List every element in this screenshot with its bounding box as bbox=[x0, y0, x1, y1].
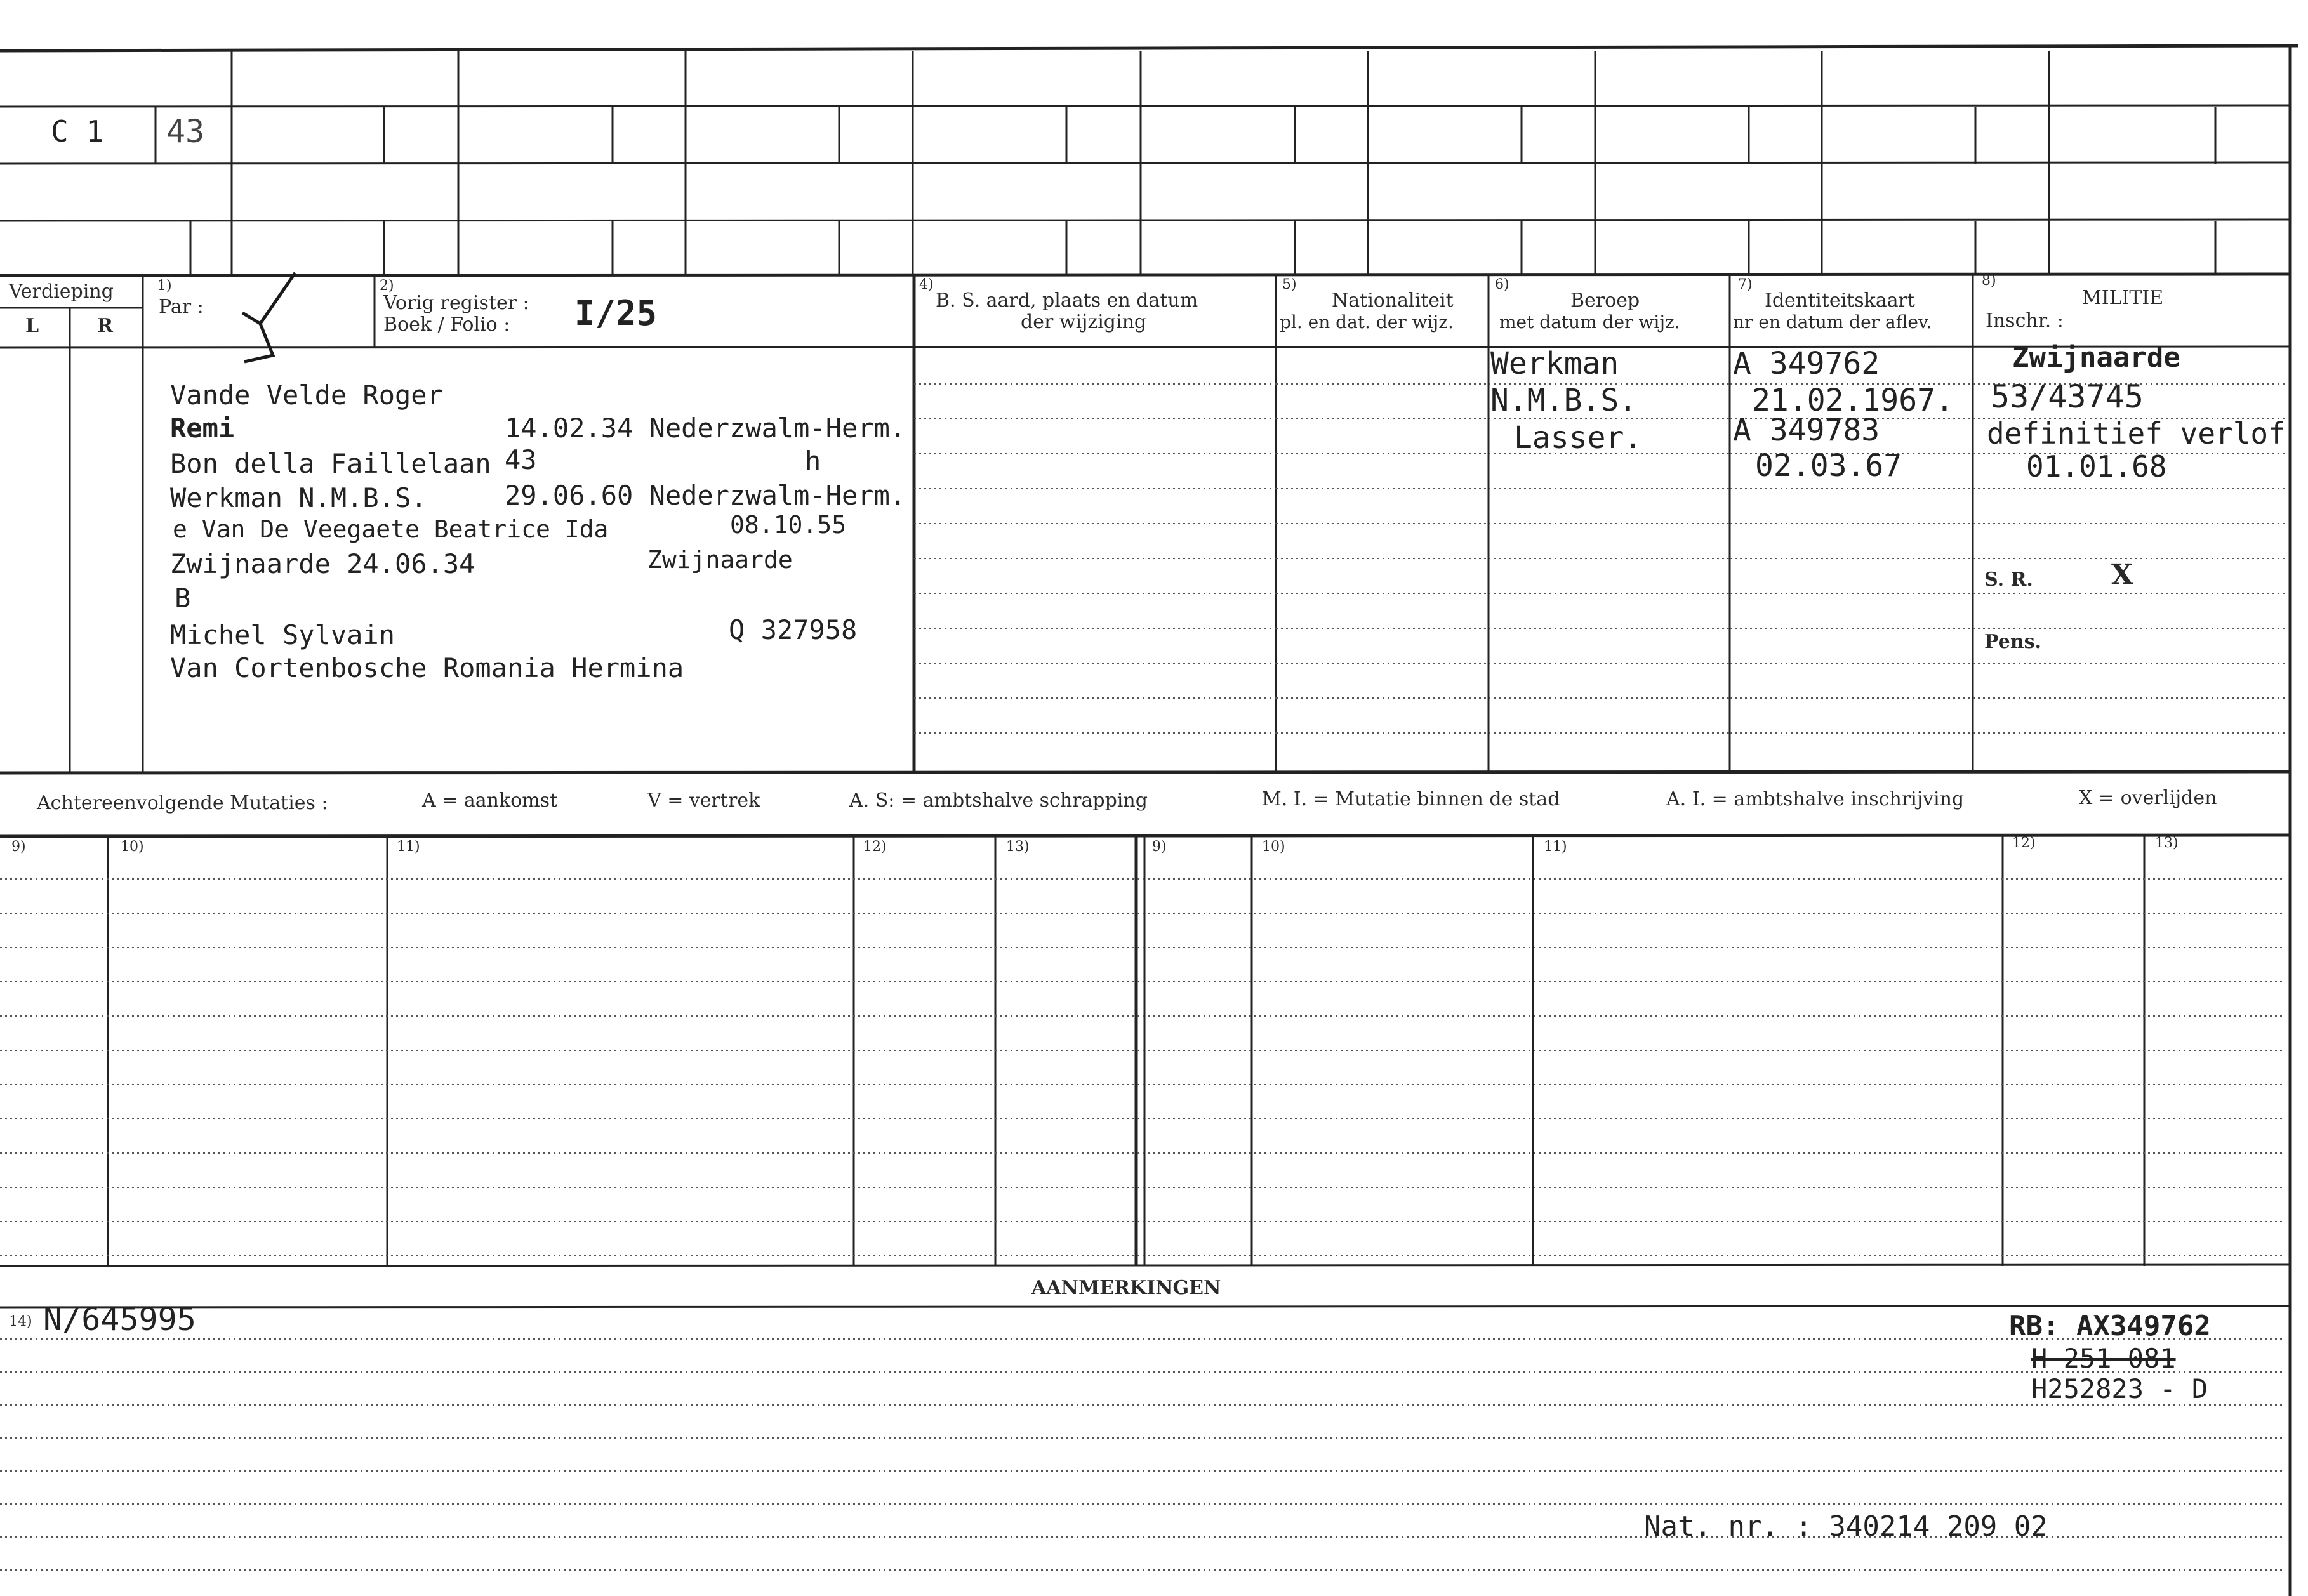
mut-col-10: 10) bbox=[121, 839, 144, 855]
top-code: C 1 bbox=[51, 114, 104, 148]
h7-num: 7) bbox=[1738, 277, 1753, 293]
h4-num: 4) bbox=[919, 277, 934, 293]
militie-number: 53/43745 bbox=[1991, 378, 2144, 415]
mut-col-13b: 13) bbox=[2155, 835, 2179, 851]
mut-col-13: 13) bbox=[1006, 839, 1030, 855]
marriage-date-place: 29.06.60 Nederzwalm-Herm. bbox=[505, 480, 906, 511]
mut-col-10b: 10) bbox=[1262, 839, 1285, 855]
beroep-header-2: met datum der wijz. bbox=[1499, 312, 1680, 333]
spouse-town: Zwijnaarde bbox=[647, 546, 793, 574]
sr-value: X bbox=[2111, 558, 2133, 591]
address-suffix: h bbox=[805, 445, 821, 477]
id-card-1: A 349762 bbox=[1733, 346, 1880, 381]
h8-num: 8) bbox=[1982, 273, 1996, 289]
person-second-name: Remi bbox=[170, 412, 235, 444]
militie-header: MILITIE bbox=[2082, 287, 2164, 309]
beroep-3: Lasser. bbox=[1514, 420, 1643, 456]
legend-overlijden: X = overlijden bbox=[2079, 787, 2217, 809]
sr-label: S. R. bbox=[1984, 569, 2033, 591]
par-checkmark bbox=[235, 270, 305, 365]
person-name: Vande Velde Roger bbox=[170, 379, 443, 411]
mut-col-11: 11) bbox=[397, 839, 420, 855]
col-l-header: L bbox=[25, 315, 39, 337]
id-date-1: 21.02.1967. bbox=[1752, 383, 1954, 418]
militie-place: Zwijnaarde bbox=[2012, 341, 2180, 374]
legend-mutatie-stad: M. I. = Mutatie binnen de stad bbox=[1262, 788, 1560, 810]
remark-code: N/645995 bbox=[43, 1301, 196, 1338]
id-date-2: 02.03.67 bbox=[1755, 448, 1902, 484]
legend-vertrek: V = vertrek bbox=[647, 789, 760, 812]
bs-header-2: der wijziging bbox=[1021, 311, 1147, 333]
mut-col-11b: 11) bbox=[1544, 839, 1567, 855]
militie-date: 01.01.68 bbox=[2026, 449, 2167, 484]
spouse: e Van De Veegaete Beatrice Ida bbox=[173, 515, 609, 543]
rb-number: RB: AX349762 bbox=[2009, 1310, 2211, 1342]
h6-num: 6) bbox=[1495, 277, 1509, 293]
nationaliteit-header-2: pl. en dat. der wijz. bbox=[1280, 312, 1454, 333]
mut-col-9b: 9) bbox=[1152, 839, 1167, 855]
vorig-register-label: Vorig register : bbox=[383, 292, 529, 314]
national-number: Nat. nr. : 340214 209 02 bbox=[1644, 1510, 2048, 1543]
verdieping-header: Verdieping bbox=[9, 280, 114, 303]
h5-num: 5) bbox=[1282, 277, 1297, 293]
bs-header-1: B. S. aard, plaats en datum bbox=[936, 289, 1198, 312]
aanmerkingen-title: AANMERKINGEN bbox=[1031, 1277, 1221, 1299]
father-name: Michel Sylvain bbox=[170, 619, 395, 650]
h-number-old: H 251 081 bbox=[2031, 1343, 2176, 1374]
inschr-label: Inschr. : bbox=[1986, 310, 2064, 332]
mut-col-12b: 12) bbox=[2012, 835, 2036, 851]
h2-num: 2) bbox=[380, 278, 394, 294]
profession: Werkman N.M.B.S. bbox=[170, 482, 427, 513]
beroep-2: N.M.B.S. bbox=[1490, 383, 1638, 418]
birth-date-place: 14.02.34 Nederzwalm-Herm. bbox=[505, 412, 906, 444]
beroep-header-1: Beroep bbox=[1570, 289, 1640, 312]
address-number: 43 bbox=[505, 444, 537, 475]
top-number: 43 bbox=[166, 113, 205, 150]
address-street: Bon della Faillelaan bbox=[170, 448, 491, 479]
vorig-register-value: I/25 bbox=[574, 293, 658, 333]
identiteit-header-1: Identiteitskaart bbox=[1765, 289, 1915, 312]
mutaties-title: Achtereenvolgende Mutaties : bbox=[37, 792, 328, 814]
card-reference: Q 327958 bbox=[729, 614, 858, 645]
spouse-birth: Zwijnaarde 24.06.34 bbox=[170, 548, 475, 579]
id-card-2: A 349783 bbox=[1733, 412, 1880, 448]
aanmerkingen-num: 14) bbox=[9, 1314, 32, 1329]
h1-num: 1) bbox=[157, 278, 172, 294]
legend-inschrijving: A. I. = ambtshalve inschrijving bbox=[1666, 788, 1965, 810]
pens-label: Pens. bbox=[1984, 631, 2041, 653]
mut-col-9: 9) bbox=[11, 839, 26, 855]
boek-folio-label: Boek / Folio : bbox=[383, 313, 510, 336]
h-number-new: H252823 - D bbox=[2031, 1373, 2208, 1404]
beroep-1: Werkman bbox=[1490, 346, 1619, 381]
col-r-header: R bbox=[97, 315, 113, 337]
nationaliteit-header-1: Nationaliteit bbox=[1332, 289, 1454, 312]
mut-col-12: 12) bbox=[863, 839, 887, 855]
legend-aankomst: A = aankomst bbox=[422, 789, 558, 812]
marker-b: B bbox=[175, 583, 191, 614]
identiteit-header-2: nr en datum der aflev. bbox=[1733, 312, 1932, 333]
spouse-date: 08.10.55 bbox=[730, 511, 847, 539]
militie-status: definitief verlof bbox=[1987, 416, 2286, 451]
legend-schrapping: A. S: = ambtshalve schrapping bbox=[849, 789, 1148, 812]
mother-name: Van Cortenbosche Romania Hermina bbox=[170, 652, 684, 683]
par-label: Par : bbox=[159, 296, 204, 318]
